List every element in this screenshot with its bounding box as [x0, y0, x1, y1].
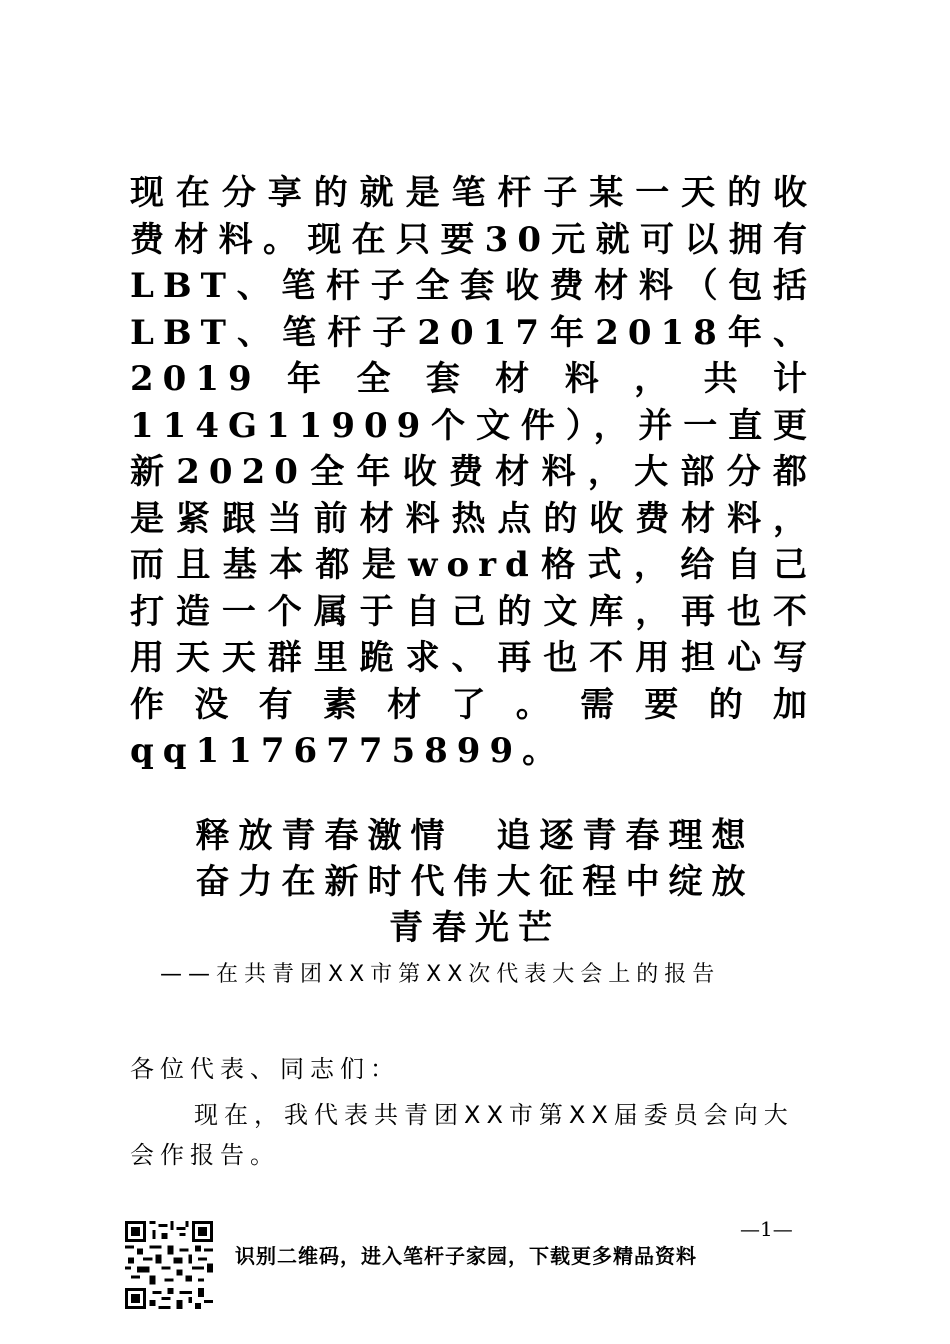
report-subtitle: ——在共青团XX市第XX次代表大会上的报告: [160, 962, 721, 987]
report-title-line-3: 青春光芒: [389, 908, 561, 948]
report-title-line-1: 释放青春激情 追逐青春理想: [195, 816, 755, 856]
report-title-line-2: 奋力在新时代伟大征程中绽放: [195, 862, 755, 902]
qr-download-note: 识别二维码，进入笔杆子家园，下载更多精品资料: [235, 1244, 697, 1268]
page-number: —1—: [740, 1217, 793, 1241]
opening-paragraph: 现在，我代表共青团XX市第XX届委员会向大会作报告。: [130, 1101, 794, 1169]
qr-code-icon: [125, 1221, 213, 1309]
advertisement-paragraph: 现在分享的就是笔杆子某一天的收费材料。现在只要30元就可以拥有LBT、笔杆子全套收费材料（包括LBT、笔杆子2017年2018年、2019年全套材料，共计114G11909个文件），并一直更新2020全年收费材料，大部分都是紧跟当前材料热点的收费材料，而且基本都是word格式，给自己打造一个属于自己的文库，再也不用天天群里跪求、再也不用担心写作没有素材了。需要的加qq1176775899。: [130, 173, 816, 771]
salutation: 各位代表、同志们：: [130, 1055, 400, 1083]
